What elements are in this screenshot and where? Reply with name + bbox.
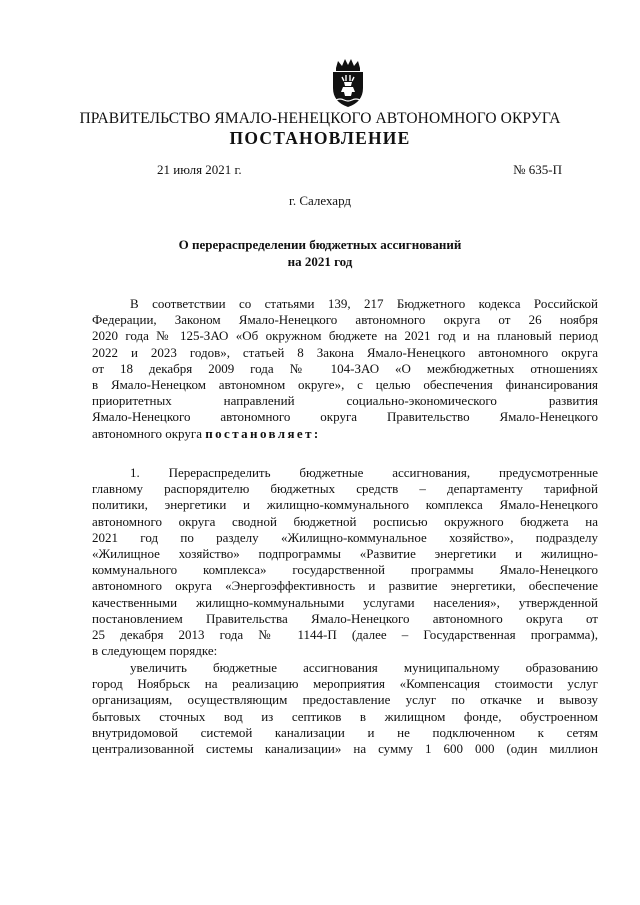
text-line: 2021 год по разделу «Жилищно-коммунальное хозяйство», подразделу (92, 529, 598, 545)
text-line: организациям, осуществляющим предоставление услуг по откачке и вывозу (92, 692, 598, 708)
text-line: коммунального комплекса» государственной программы Ямало-Ненецкого (92, 562, 598, 578)
document-city: г. Салехард (288, 193, 352, 208)
text-line: внутридомовой системой канализации и не подключенном к сетям (92, 724, 598, 740)
text-line: в Ямало-Ненецком автономном округе», с целью обеспечения финансирования (92, 377, 598, 393)
document-title (0, 236, 640, 270)
text-fragment: автономного округа (92, 425, 202, 441)
text-line: от 18 декабря 2009 года № 104-ЗАО «О межбюджетных отношениях (92, 360, 598, 376)
text-line: город Ноябрьск на реализацию мероприятия «Компенсация стоимости услуг (92, 676, 598, 692)
text-line: приоритетных направлений социально-экономического развития (92, 393, 598, 409)
text-line: качественными жилищно-коммунальными услугами населения», утвержденной (92, 594, 598, 610)
text-line: автономного округа сводной бюджетной росписью окружного бюджета на (92, 513, 598, 529)
text-line: В соответствии со статьями 139, 217 Бюджетного кодекса Российской (130, 296, 598, 311)
coat-of-arms-icon (328, 58, 368, 108)
text-line: автономного округа «Энергоэффективность и развитие энергетики, обеспечение (92, 578, 598, 594)
text-line (92, 426, 598, 442)
text-line: 1. Перераспределить бюджетные ассигнования, предусмотренные (130, 465, 598, 480)
resolves-word: постановляет: (205, 425, 321, 441)
text-line: Федерации, Законом Ямало-Ненецкого автономного округа от 26 ноября (92, 312, 598, 328)
text-line: «Жилищное хозяйство» подпрограммы «Развитие энергетики и жилищно- (92, 546, 598, 562)
title-line: О перераспределении бюджетных ассигнований (178, 237, 462, 252)
text-line: постановлением Правительства Ямало-Ненецкого автономного округа от (92, 610, 598, 626)
clause-1-item-paragraph (92, 660, 598, 757)
text-line: главному распорядителю бюджетных средств – департаменту тарифной (92, 481, 598, 497)
text-line: бытовых сточных вод из септиков в жилищном фонде, обустроенном (92, 708, 598, 724)
text-line: 2020 года № 125-ЗАО «Об окружном бюджете на 2021 год и на плановый период (92, 328, 598, 344)
preamble-paragraph (92, 296, 598, 442)
document-type: ПОСТАНОВЛЕНИЕ (229, 128, 411, 148)
text-line: 2022 и 2023 годов», статьей 8 Закона Ямало-Ненецкого автономного округа (92, 344, 598, 360)
text-line: Ямало-Ненецкого автономного округа Правительство Ямало-Ненецкого (92, 409, 598, 425)
document-date: 21 июля 2021 г. (157, 162, 242, 177)
title-line: на 2021 год (287, 254, 353, 269)
clause-1-paragraph (92, 465, 598, 659)
government-name: ПРАВИТЕЛЬСТВО ЯМАЛО-НЕНЕЦКОГО АВТОНОМНОГО ОКРУГА (79, 110, 561, 127)
text-line: 25 декабря 2013 года № 1144-П (далее – Государственная программа), (92, 627, 598, 643)
text-line: политики, энергетики и жилищно-коммунального комплекса Ямало-Ненецкого (92, 497, 598, 513)
text-line: в следующем порядке: (92, 643, 218, 659)
text-line: увеличить бюджетные ассигнования муниципальному образованию (130, 660, 598, 675)
text-line: централизованной системы канализации» на сумму 1 600 000 (один миллион (92, 741, 598, 757)
document-number: № 635-П (513, 162, 562, 177)
